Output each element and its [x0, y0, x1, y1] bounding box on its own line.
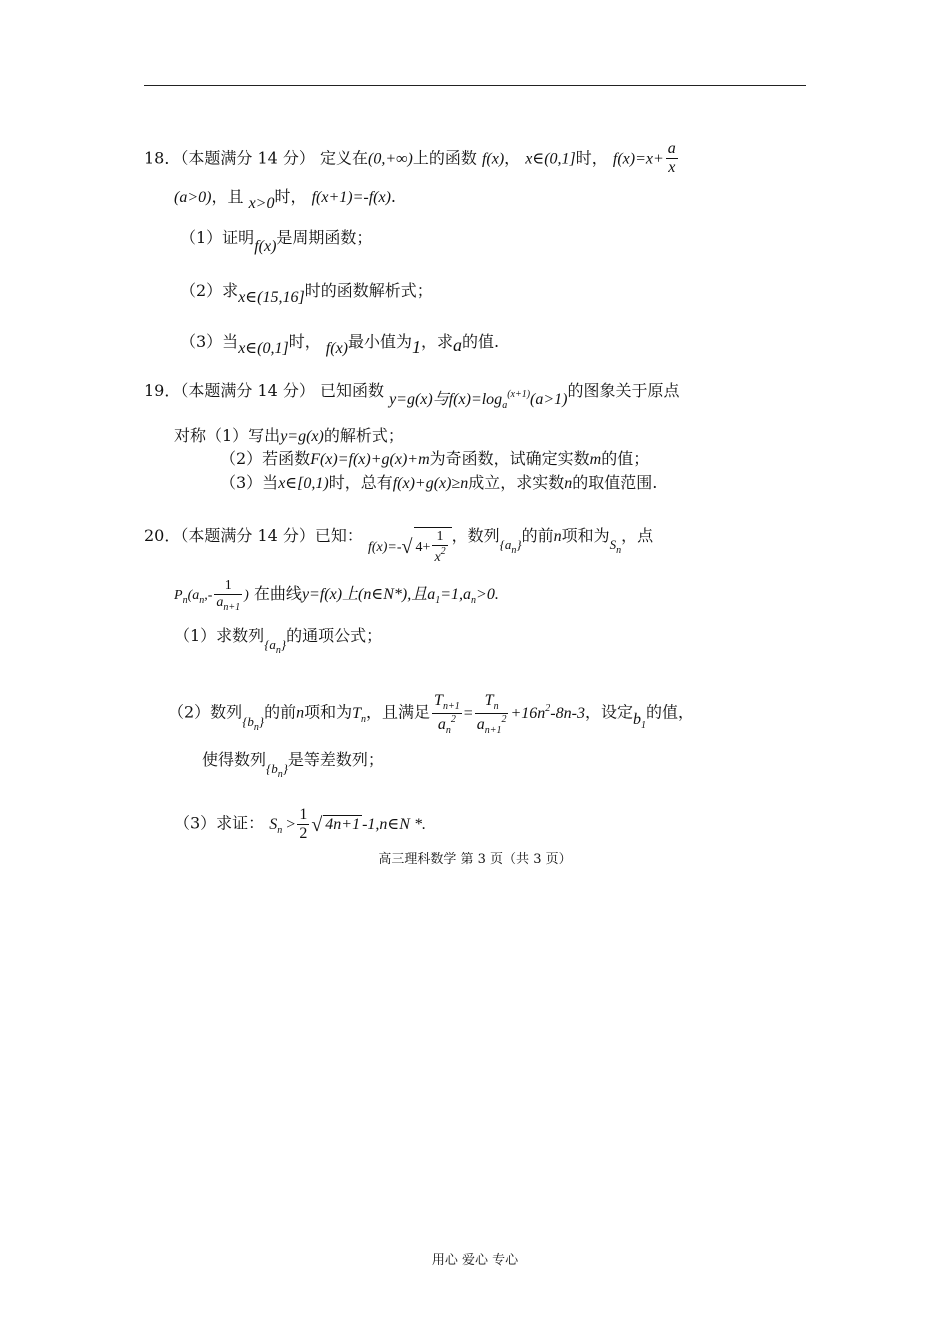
q18-text5: . [390, 187, 396, 206]
q20-frac1-num-T: T [434, 692, 443, 709]
q20-Pn [174, 578, 249, 614]
q18-p2-text: 时的函数解析式； [304, 281, 433, 300]
q20-Tn-T: T [352, 704, 362, 722]
q20-p2-t3: ，且满足 [366, 702, 431, 722]
q20-part3 [174, 806, 426, 844]
q19-log-arg: (x+1) [507, 389, 531, 400]
q18-x-in: x∈ [525, 150, 545, 168]
q20-curve-text: 在曲线 [253, 584, 302, 604]
q20-bn-sub: n [253, 721, 259, 733]
q20-frac2-num [475, 692, 509, 714]
q19-eq [389, 389, 568, 411]
q20-f [368, 529, 452, 566]
q20-frac2-num-sub: n [493, 701, 499, 712]
q18-cond-a: (a>0) [174, 189, 212, 206]
q18-heading: 18．（本题满分 14 分） 定义在 [144, 148, 368, 168]
q20-line1 [144, 517, 654, 566]
q20-Pn-den-sub: n+1 [223, 602, 241, 614]
q19-part2 [220, 451, 649, 468]
q20-Pn-close: ) [244, 588, 249, 604]
q20-equals: = [463, 704, 473, 722]
q18-text2: 时， [575, 148, 608, 168]
q20-p1-an [264, 637, 287, 656]
q20-b1 [632, 710, 646, 731]
q19-part3 [220, 475, 657, 492]
q19-cond: (a>1) [530, 391, 568, 408]
q20-Pn-P: P [174, 588, 183, 604]
q20-curve [301, 586, 499, 607]
q20-frac1-den [432, 714, 462, 737]
page-footer: 高三理科数学 第 3 页（共 3 页） [378, 852, 572, 867]
q20-part2 [168, 692, 694, 736]
q20-p2-t5: 的值， [645, 702, 694, 722]
q20-p2-l2: 使得数列 [202, 750, 267, 769]
q20-frac2-num-T: T [484, 692, 494, 709]
q19-p3-c: 成立，求实数 [468, 473, 565, 492]
q20-part2-line2 [202, 750, 384, 780]
q19-l2-eq: y=g(x) [280, 428, 324, 445]
q19-p3-d: 的取值范围. [572, 473, 658, 492]
q19-p2-a: （2）若函数 [220, 449, 311, 468]
q20-an-close: } [516, 536, 522, 552]
q20-p2-bn-sub: n [277, 769, 283, 780]
q20-rad-den-x: x [434, 550, 441, 566]
q20-Sn-sub: n [616, 544, 622, 556]
q20-Tn [352, 704, 367, 725]
q18-cond-x: x>0 [248, 195, 275, 212]
q20-Pn-num: 1 [214, 578, 242, 595]
q20-frac1-den-a: a [437, 715, 446, 733]
q18-p3-t1: 时， [288, 332, 321, 351]
q19-p2-c: 的值； [601, 449, 650, 468]
q19-p2-eq: F(x)=f(x)+g(x)+m [310, 451, 430, 468]
q19-p3-n: n [564, 475, 573, 492]
q20-rad-a: 4+ [415, 539, 431, 555]
q20-an-open: {a [499, 536, 512, 552]
q20-p2-t2: 项和为 [304, 702, 353, 722]
q18-text: 上的函数 [412, 148, 477, 168]
q20-t2: 的前 [521, 525, 554, 545]
q18-p2-x: x∈(15,16] [238, 289, 305, 306]
q20-p3-radicand: 4n+1 [325, 815, 361, 833]
q18-fx: f(x) [481, 150, 505, 168]
q20-Sn-S: S [609, 536, 617, 552]
header-rule [144, 85, 806, 86]
q19-line1 [144, 381, 680, 411]
q19-p3-ineq: f(x)+g(x)≥n [392, 475, 469, 492]
q20-an2-sub: n [471, 595, 477, 607]
q18-part2 [180, 281, 433, 306]
q20-frac1-num [432, 692, 462, 714]
q18-p1-text: 是周期函数； [276, 228, 373, 247]
q20-rad-den [432, 546, 447, 566]
q20-p2-bn [266, 761, 288, 780]
motto-footer: 用心 爱心 专心 [431, 1253, 519, 1268]
q20-p2-t4: ，设定 [584, 702, 633, 722]
q20-frac2-den-exp: 2 [501, 713, 507, 725]
q20-rad-den-exp: 2 [440, 546, 446, 558]
q18-line1: 18．（本题满分 14 分） 定义在(0,+∞)上的函数 f(x)， x∈(0,1]时， f(x)=x+ $\frac{a}{x}$ [144, 140, 676, 177]
q20-Tn-sub: n [361, 713, 367, 725]
q20-p1-an-close: } [280, 637, 287, 652]
q20-p3-half-den: 2 [299, 825, 308, 843]
q20-b1-sub: 1 [640, 719, 646, 731]
q20-f-lhs: f(x)=- [368, 539, 402, 555]
q19-tail: 的图象关于原点 [567, 381, 680, 400]
q20-Pn-open: (a [187, 588, 200, 604]
q19-p2-b: 为奇函数，试确定实数 [429, 449, 590, 468]
q19-p3-b: 时，总有 [328, 473, 393, 492]
q20-p1-tail: 的通项公式； [286, 626, 383, 645]
q20-p1-an-open: {a [264, 637, 276, 652]
q18-part1 [180, 228, 373, 255]
q18-p3-t3: ，求 [421, 332, 454, 351]
q20-bn [242, 713, 265, 733]
q20-b1-b: b [632, 710, 641, 728]
q20-p3-half-num: 1 [297, 806, 309, 825]
q18-def: f(x)=x+ [612, 150, 664, 168]
q20-eq-exp: 2 [545, 702, 551, 714]
q20-p2-n: n [296, 704, 305, 722]
q20-frac1-den-sub: n [445, 724, 451, 736]
q20-curve-eq: y=f(x)上(n∈N*),且a [301, 586, 436, 604]
q19-l2: 对称（1）写出 [174, 426, 281, 445]
q18-interval: (0,1] [544, 150, 576, 168]
q20-rad-frac [432, 529, 447, 566]
q20-bn-open: {b [242, 713, 254, 729]
q20-p2-t1: 的前 [264, 702, 297, 722]
q20-p3-S-sub: n [277, 824, 283, 836]
q19-heading: 19．（本题满分 14 分） 已知函数 [144, 381, 384, 400]
q20-recurrence [430, 692, 585, 736]
q20-Sn [609, 536, 622, 556]
q20-part1 [174, 626, 383, 656]
q20-frac1 [432, 692, 462, 736]
q18-frac-den: x [668, 159, 676, 177]
q18-p1-label: （1）证明 [180, 228, 255, 247]
q20-bn-close: } [258, 713, 265, 729]
q20-radical-sign: √ [401, 535, 413, 558]
q20-frac2-den-sub: n+1 [484, 724, 502, 736]
q20-p3-radical-sign: √ [311, 813, 323, 836]
q20-p3-label: （3）求证： [174, 813, 265, 833]
q20-a1-sub: 1 [435, 595, 441, 607]
q20-curve-eq3: >0. [476, 586, 499, 604]
q18-part3 [180, 332, 500, 357]
q20-p3-half [297, 806, 309, 844]
q19-p3-x: x∈[0,1) [278, 475, 329, 492]
q20-p3-gt: > [286, 815, 296, 833]
q18-p2-label: （2）求 [180, 281, 239, 300]
q18-p3-label: （3）当 [180, 332, 239, 351]
q20-t1: ，数列 [451, 525, 500, 545]
q20-frac2-den [475, 714, 509, 737]
q20-p1-an-sub: n [275, 645, 281, 656]
q18-period-eq: f(x+1)=-f(x) [311, 189, 391, 206]
q18-p3-x: x∈(0,1] [238, 340, 289, 357]
q20-n1: n [553, 527, 562, 545]
q20-p2-bn-close: } [282, 761, 288, 776]
q20-frac2 [475, 692, 509, 736]
q18-p3-one: 1 [412, 337, 422, 357]
q20-frac1-den-exp: 2 [450, 713, 456, 725]
q20-Pn-sub: n [182, 595, 188, 607]
q20-curve-eq2: =1,a [440, 586, 472, 604]
q18-domain: (0,+∞) [367, 150, 413, 168]
q19-log-base: a [502, 400, 508, 411]
q20-t3: 项和为 [561, 525, 610, 545]
q20-Pn-an-sub: n [199, 595, 205, 607]
q18-text4: 时， [274, 187, 307, 206]
q20-p3-tail: -1,n∈N *. [362, 815, 426, 833]
q19-eq-text: y=g(x)与f(x)=log [389, 391, 503, 408]
q20-p1-label: （1）求数列 [174, 626, 265, 645]
q20-p3-ineq [269, 806, 426, 843]
q18-p3-a: a [453, 335, 463, 355]
q19-l2-tail: 的解析式； [323, 426, 404, 445]
q20-rad-num: 1 [432, 529, 447, 546]
q18-p3-t4: 的值. [462, 332, 500, 351]
q19-line2 [174, 428, 404, 445]
q20-p3-S: S [269, 815, 278, 833]
q20-frac2-den-a: a [476, 715, 485, 733]
q19-p3-a: （3）当 [220, 473, 279, 492]
q18-frac-num: a [666, 140, 678, 159]
q20-frac1-num-sub: n+1 [442, 701, 460, 712]
q18-text3: ，且 [211, 187, 244, 206]
q20-t4: ，点 [621, 525, 654, 545]
q20-line2 [174, 578, 499, 614]
q18-p3-fx: f(x) [325, 340, 348, 357]
q18-line2 [174, 187, 396, 212]
q20-p2-label: （2）数列 [168, 702, 243, 722]
q20-p2-bn-open: {b [266, 761, 278, 776]
q20-radicand [414, 527, 452, 566]
q20-heading: 20．（本题满分 14 分）已知： [144, 525, 363, 545]
q20-eq-tail: +16n [510, 704, 546, 722]
q20-p2-l2-tail: 是等差数列； [287, 750, 384, 769]
q18-p1-fx: f(x) [254, 238, 277, 255]
q20-an [499, 536, 522, 556]
q19-p2-m: m [589, 451, 602, 468]
q18-p3-t2: 最小值为 [348, 332, 413, 351]
q20-Pn-den [214, 595, 242, 614]
q20-Pn-minus: ,- [204, 588, 213, 604]
q20-an-sub: n [511, 544, 517, 556]
q18-frac [666, 140, 678, 178]
q20-Pn-den-a: a [216, 595, 224, 611]
q20-Pn-frac [214, 578, 242, 614]
q20-eq-tail2: -8n-3 [550, 704, 585, 722]
